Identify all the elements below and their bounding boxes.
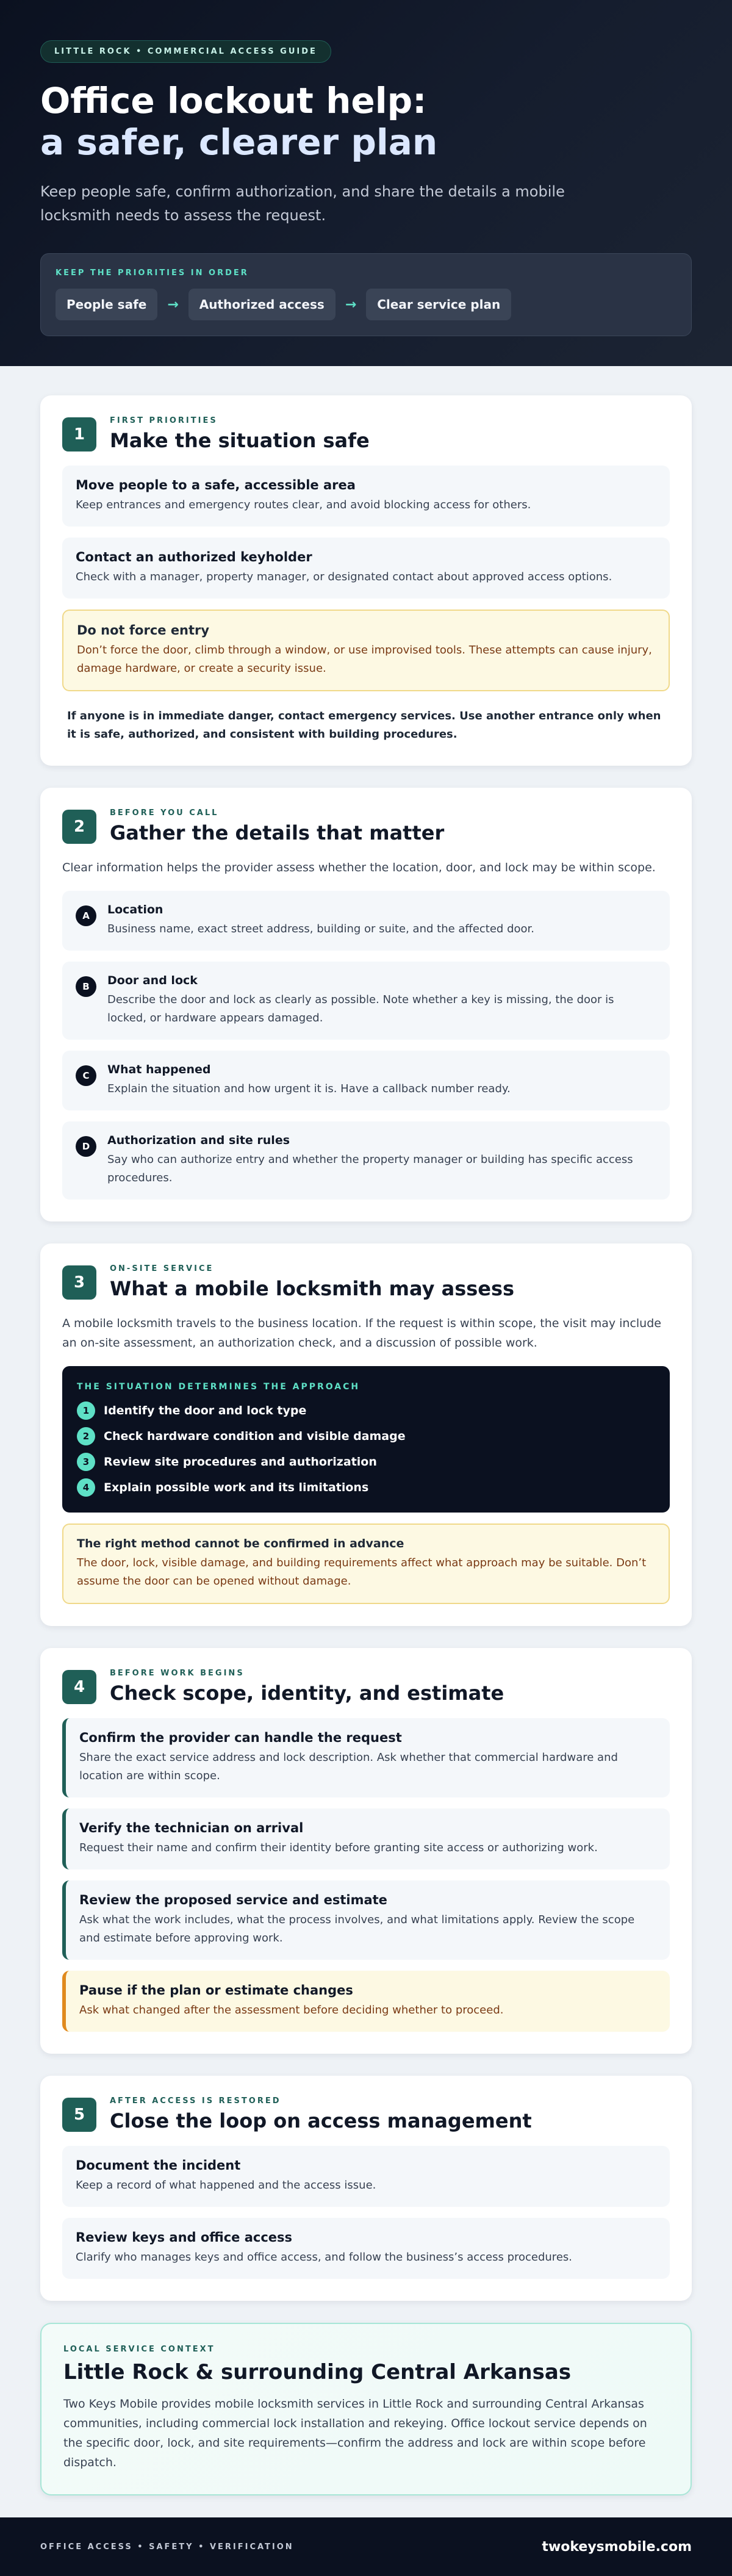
- title-line-1: Office lockout help:: [40, 80, 427, 121]
- priorities-panel: [40, 253, 692, 336]
- list-item: [62, 1121, 670, 1200]
- step-label: Review site procedures and authorization: [104, 1455, 377, 1469]
- item-description: Business name, exact street address, building or suite, and the affected door.: [107, 923, 534, 935]
- warning-description: Ask what changed after the assessment before deciding whether to proceed.: [79, 2004, 504, 2017]
- item-title: Authorization and site rules: [107, 1134, 290, 1147]
- item-description: Ask what the work includes, what the process involves, and what limitations apply. Review the scope and estimate before approving work.: [79, 1913, 635, 1945]
- list-item: [62, 1808, 670, 1869]
- item-description: Keep entrances and emergency routes clear, and avoid blocking access for others.: [76, 498, 531, 511]
- section-close-loop: [40, 2076, 692, 2301]
- list-item: [62, 891, 670, 951]
- section-number: 3: [62, 1265, 96, 1300]
- section-title: Little Rock & surrounding Central Arkansas: [63, 2360, 572, 2384]
- section-kicker: BEFORE YOU CALL: [110, 808, 219, 818]
- footer-tagline: OFFICE ACCESS • SAFETY • VERIFICATION: [40, 2542, 294, 2552]
- page-title: [40, 80, 692, 163]
- step-label: Explain possible work and its limitations: [104, 1481, 369, 1494]
- warning-callout: [62, 1524, 670, 1604]
- item-title: Door and lock: [107, 974, 198, 987]
- letter-badge: C: [76, 1065, 96, 1086]
- priority-pill: People safe: [56, 289, 157, 320]
- priorities-row: [56, 289, 676, 320]
- section-on-site-assessment: [40, 1243, 692, 1626]
- guide-badge: LITTLE ROCK • COMMERCIAL ACCESS GUIDE: [40, 40, 331, 63]
- section-number: 5: [62, 2098, 96, 2132]
- letter-badge: D: [76, 1136, 96, 1157]
- section-header: [62, 2096, 670, 2132]
- section-number: 2: [62, 810, 96, 844]
- approach-step: [77, 1401, 655, 1420]
- item-description: Check with a manager, property manager, or designated contact about approved access options.: [76, 570, 612, 583]
- step-number: 1: [77, 1401, 95, 1420]
- item-description: Describe the door and lock as clearly as possible. Note whether a key is missing, the door is locked, or hardware appears damaged.: [107, 993, 614, 1024]
- warning-callout: [62, 1971, 670, 2032]
- section-gather-details: [40, 788, 692, 1221]
- arrow-right-icon: →: [167, 297, 179, 312]
- item-description: Share the exact service address and lock description. Ask whether that commercial hardware and location are within scope.: [79, 1751, 618, 1782]
- step-label: Check hardware condition and visible damage: [104, 1430, 406, 1443]
- arrow-right-icon: →: [345, 297, 357, 312]
- priority-pill: Clear service plan: [366, 289, 511, 320]
- approach-step: [77, 1478, 655, 1497]
- section-title: Gather the details that matter: [110, 821, 445, 844]
- warning-callout: [62, 610, 670, 691]
- section-kicker: BEFORE WORK BEGINS: [110, 1669, 245, 1678]
- section-header: [62, 1264, 670, 1300]
- section-kicker: ON-SITE SERVICE: [110, 1264, 214, 1273]
- section-header: [62, 808, 670, 844]
- warning-description: Don’t force the door, climb through a window, or use improvised tools. These attempts can cause injury, damage hardware, or create a security issue.: [77, 644, 652, 675]
- emergency-note: If anyone is in immediate danger, contact emergency services. Use another entrance only when it is safe, authorized, and consistent with building procedures.: [67, 710, 661, 741]
- letter-badge: B: [76, 976, 96, 997]
- item-title: Contact an authorized keyholder: [76, 550, 312, 564]
- approach-title: THE SITUATION DETERMINES THE APPROACH: [77, 1382, 361, 1392]
- warning-title: Do not force entry: [77, 623, 210, 638]
- local-description: Two Keys Mobile provides mobile locksmith services in Little Rock and surrounding Central Arkansas communities, including commercial lock installation and rekeying. Office lockout service depends on the specific door, lock, and site requirements—confirm the address and lock are within scope before dispatch.: [63, 2397, 647, 2469]
- item-title: Move people to a safe, accessible area: [76, 478, 356, 492]
- item-description: Clarify who manages keys and office access, and follow the business’s access procedures.: [76, 2251, 572, 2264]
- hero-subtitle: Keep people safe, confirm authorization, and share the details a mobile locksmith needs to assess the request.: [40, 183, 565, 224]
- warning-description: The door, lock, visible damage, and building requirements affect what approach may be suitable. Don’t assume the door can be opened without damage.: [77, 1556, 647, 1588]
- section-title: Make the situation safe: [110, 429, 370, 452]
- section-kicker: LOCAL SERVICE CONTEXT: [63, 2345, 215, 2354]
- item-description: Request their name and confirm their identity before granting site access or authorizing work.: [79, 1841, 598, 1854]
- letter-badge: A: [76, 905, 96, 926]
- approach-panel: [62, 1366, 670, 1513]
- local-service-context: [40, 2323, 692, 2495]
- approach-step: [77, 1427, 655, 1445]
- list-item: [62, 962, 670, 1040]
- warning-title: The right method cannot be confirmed in advance: [77, 1537, 404, 1550]
- item-title: What happened: [107, 1063, 211, 1076]
- list-item: [62, 466, 670, 527]
- item-title: Verify the technician on arrival: [79, 1821, 304, 1835]
- hero: [0, 0, 732, 366]
- approach-step: [77, 1453, 655, 1471]
- list-item: [62, 1718, 670, 1797]
- section-make-safe: [40, 395, 692, 766]
- section-intro: A mobile locksmith travels to the business location. If the request is within scope, the visit may include an on-site assessment, an authorization check, and a discussion of possible work.: [62, 1317, 661, 1350]
- item-description: Explain the situation and how urgent it is. Have a callback number ready.: [107, 1082, 511, 1095]
- list-item: [62, 2218, 670, 2279]
- main-content: [0, 366, 732, 2517]
- list-item: [62, 1051, 670, 1110]
- list-item: [62, 1880, 670, 1960]
- website-link[interactable]: twokeysmobile.com: [542, 2539, 692, 2555]
- step-number: 4: [77, 1478, 95, 1497]
- item-title: Confirm the provider can handle the request: [79, 1730, 402, 1745]
- section-header: [62, 416, 670, 452]
- step-label: Identify the door and lock type: [104, 1404, 307, 1417]
- footer: [0, 2517, 732, 2576]
- item-title: Document the incident: [76, 2158, 241, 2173]
- list-item: [62, 2146, 670, 2207]
- section-intro: Clear information helps the provider assess whether the location, door, and lock may be within scope.: [62, 861, 656, 874]
- item-description: Keep a record of what happened and the access issue.: [76, 2179, 376, 2192]
- item-title: Review the proposed service and estimate: [79, 1893, 387, 1907]
- section-header: [62, 1669, 670, 1705]
- step-number: 2: [77, 1427, 95, 1445]
- priorities-title: KEEP THE PRIORITIES IN ORDER: [56, 268, 249, 278]
- item-title: Location: [107, 903, 163, 916]
- item-description: Say who can authorize entry and whether the property manager or building has specific access procedures.: [107, 1153, 633, 1184]
- step-number: 3: [77, 1453, 95, 1471]
- section-number: 4: [62, 1670, 96, 1704]
- title-line-2: a safer, clearer plan: [40, 121, 438, 163]
- section-kicker: AFTER ACCESS IS RESTORED: [110, 2096, 281, 2106]
- section-check-scope: [40, 1648, 692, 2054]
- section-title: What a mobile locksmith may assess: [110, 1277, 515, 1300]
- section-title: Check scope, identity, and estimate: [110, 1682, 504, 1705]
- list-item: [62, 538, 670, 599]
- priority-pill: Authorized access: [188, 289, 336, 320]
- section-kicker: FIRST PRIORITIES: [110, 416, 218, 425]
- section-number: 1: [62, 417, 96, 452]
- section-title: Close the loop on access management: [110, 2109, 532, 2132]
- item-title: Review keys and office access: [76, 2230, 293, 2245]
- warning-title: Pause if the plan or estimate changes: [79, 1983, 353, 1998]
